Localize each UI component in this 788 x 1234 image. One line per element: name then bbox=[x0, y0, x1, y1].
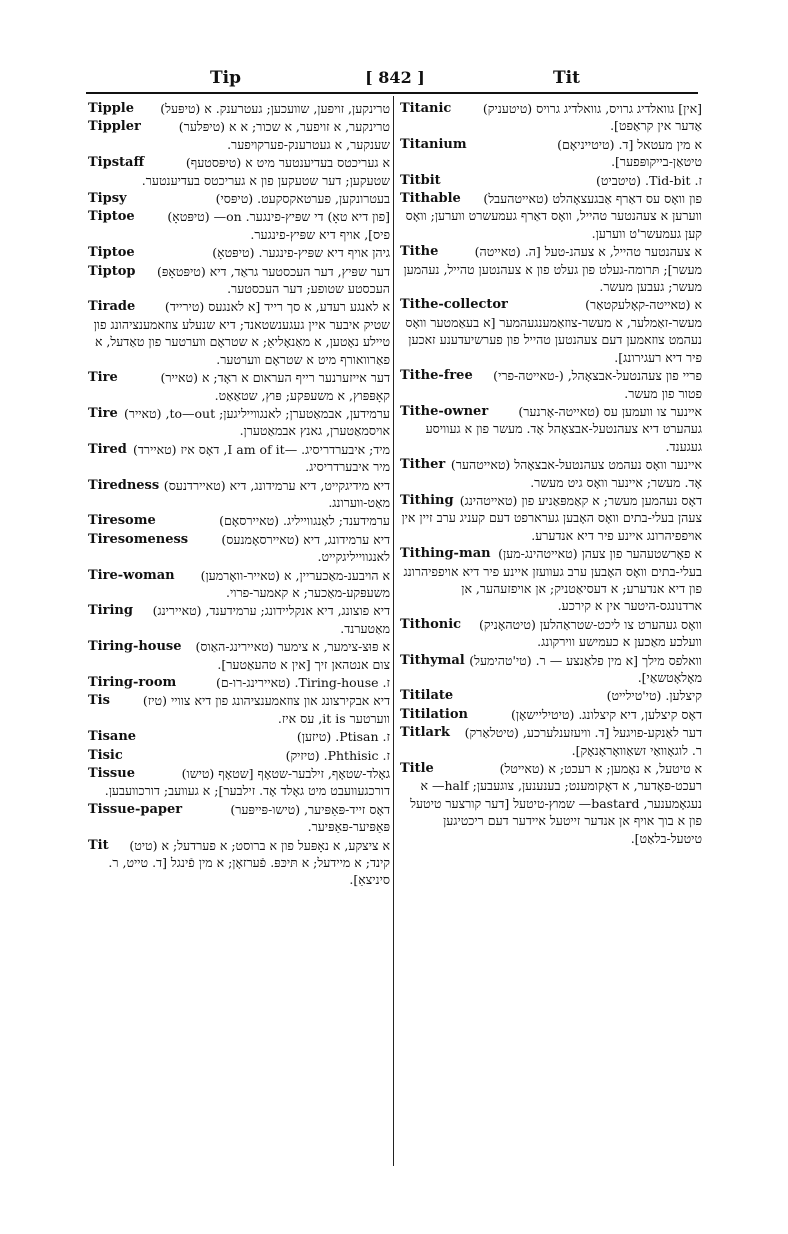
entry-definition: .Tiring-house .ז bbox=[294, 675, 390, 690]
entry-pronunciation: (טאייטל) bbox=[499, 761, 545, 777]
entry-pronunciation: (טיטהאָניק) bbox=[478, 616, 536, 632]
entry-definition: טרינקער, א זויפער, א שכור; א שענקער, א געטרענק-פערקויפער. bbox=[227, 119, 390, 152]
dictionary-entry bbox=[88, 208, 390, 243]
entry-pronunciation: (טאייטהינג-מען) bbox=[498, 546, 578, 562]
dictionary-entry bbox=[88, 531, 390, 566]
entry-definition: ערמידען, אבמאַטערן; לאנגווייליגען; to—out, אויסמאַטערן, גאנץ אבמאַטערן. bbox=[165, 405, 390, 439]
entry-pronunciation: (טאייר) bbox=[160, 370, 198, 386]
entry-pronunciation: (טירייד) bbox=[164, 299, 205, 315]
entry-pronunciation: (טיזען) bbox=[296, 729, 332, 745]
dictionary-entry bbox=[88, 747, 390, 764]
dictionary-entry bbox=[88, 369, 390, 404]
entry-pronunciation: (טאייטה-קאָלעקטאַר) bbox=[585, 297, 691, 313]
dictionary-entry bbox=[88, 244, 390, 261]
page-header bbox=[210, 68, 580, 94]
entry-definition: טרינקען, זויפען, שוועכען; געטרענק. bbox=[215, 101, 390, 116]
entry-headword: Tithymal bbox=[400, 652, 465, 668]
entry-definition: פריי פון צעהנטעל-אבצאָהל, פטור פון מעשר. bbox=[567, 368, 702, 401]
entry-definition: [אין] גוואלדיג גרויס, גוואלדיג גרויס אַדער אין קראַפט]. bbox=[536, 101, 702, 134]
entry-pronunciation: (טיפּעל) א bbox=[160, 101, 212, 116]
entry-headword: Titanium bbox=[400, 136, 467, 152]
entry-pronunciation: (טישו-פּייפּער) bbox=[230, 801, 301, 817]
dictionary-entry bbox=[88, 692, 390, 727]
entry-pronunciation: (טיטביט) bbox=[595, 172, 641, 188]
entry-pronunciation: (טאייטה-אָרנער) bbox=[518, 403, 600, 419]
entry-definition: דיא מידיגקייט, דיא ערמידונג, דיא מאַט-ווערונג. bbox=[229, 477, 390, 510]
entry-headword: Tissue-paper bbox=[88, 801, 183, 817]
entry-pronunciation: (טיטעניק) bbox=[482, 101, 533, 116]
entry-definition: א לאנגע רעדע, א סך רייד [א לאנגעס שטיק איבער איין געגענשטאנד; דיא שנעלע צוזאמענציהונג פון טיילע נאָטען, א מאַנאָליאַ; א שטראָם ווערטער פון טאַדעל, א פאַרוואורף מיט א שטראָם ווערטער. bbox=[93, 299, 390, 367]
entry-definition: דיא אבקירצונג און צוזאמענציהונג פון דיא צוויי ווערטער it is, עס איז. bbox=[170, 693, 390, 726]
entry-definition: דער לאַנקע-פויגעל [ד. וויעזענלערכע, ר. לוגאָוואַי זשאַוואָראָנאָק]. bbox=[522, 725, 702, 758]
entry-headword: Tipstaff bbox=[88, 155, 145, 171]
dictionary-entry bbox=[88, 298, 390, 368]
entry-headword: Tiptop bbox=[88, 263, 136, 279]
entry-pronunciation: (טאייטה) bbox=[474, 244, 521, 260]
entry-definition: מיד; איבערדריסיג. —I am of it, דאָס איז מיר איבערדריסיג. bbox=[180, 441, 390, 475]
dictionary-entry bbox=[400, 172, 702, 189]
entry-headword: Tiresome bbox=[88, 513, 156, 529]
entry-headword: Tire bbox=[88, 405, 118, 421]
entry-headword: Tiresomeness bbox=[88, 531, 189, 547]
entry-definition: דאָס נעהמען מעשר; א קאַמפּאַניע פון צעהן בעלי-בתים וואָס האָבען גערארפט דעם קעניג ערב זיין אין אויפפיהרונג איינע פיר דיא אנדערע. bbox=[401, 492, 702, 543]
right-column bbox=[400, 100, 702, 1170]
dictionary-entry bbox=[400, 760, 702, 847]
dictionary-entry bbox=[400, 136, 702, 171]
dictionary-entry bbox=[88, 512, 390, 529]
dictionary-entry bbox=[400, 652, 702, 687]
entry-definition: בעטרונקען, פערטאקסקעט. bbox=[257, 191, 390, 207]
entry-pronunciation: (טאיירדנעס) bbox=[163, 477, 226, 493]
entry-definition: א מין מעטאל [ד. טיטאַן-בייקופּפער]. bbox=[611, 136, 702, 170]
header-rule bbox=[86, 92, 698, 94]
dictionary-entry bbox=[400, 616, 702, 651]
entry-pronunciation: (טאייטהעבל) bbox=[483, 191, 549, 207]
dictionary-entry bbox=[400, 706, 702, 723]
dictionary-entry bbox=[400, 367, 702, 402]
dictionary-entry bbox=[88, 602, 390, 637]
entry-pronunciation: (טאייטה-פרי-) bbox=[493, 368, 564, 384]
entry-pronunciation: (טאייטהינג) bbox=[459, 492, 518, 508]
entry-definition: וואָס געהערט צו ליכט-שטראַהלען וועלכע מאַכען א כעמישע ווירקונג. bbox=[537, 616, 702, 650]
entry-pronunciation: (טיפּטאָפּ) bbox=[156, 263, 206, 279]
entry-definition: א טיטעל, א נאָמען; א רעכט; א רעכט-פאָדער, א דאָקומענט; בענענען, צוגעבען; half— א נעגאָמענער, bastard— שמוץ-טיטעל [דער קורצער טיטעל פון א בוך אויף אן אנדער זייטעל איידער דעם ריכטיגען טיטעל-בלאַט]. bbox=[410, 761, 702, 846]
dictionary-entry bbox=[88, 263, 390, 298]
entry-headword: Tithe bbox=[400, 244, 439, 260]
entry-definition: דיא ערמידונג, דיא לאנגווייליגקייט. bbox=[303, 531, 390, 565]
entry-headword: Tiring bbox=[88, 603, 133, 619]
entry-definition: א הויבענ-מאַכעריין, א משעפּקע-מאַכער; א קאמער-פרוי. bbox=[226, 567, 390, 600]
entry-headword: Titlark bbox=[400, 725, 450, 741]
entry-pronunciation: (טאיירינג-האַוס) bbox=[195, 639, 274, 655]
entry-headword: Tiring-house bbox=[88, 639, 182, 655]
dictionary-entry bbox=[88, 728, 390, 745]
entry-headword: Tiring-room bbox=[88, 675, 177, 690]
entry-headword: Tiredness bbox=[88, 477, 160, 493]
entry-pronunciation: (טישו) bbox=[181, 766, 215, 782]
entry-pronunciation: (טיטייניאָם) bbox=[557, 136, 615, 152]
entry-definition: א ציצקע, א נאָפּעל פון א ברוסט; א פערדעל; א קינד; א מיידעל; א תּיכּפּ. פֿערזאָן; א מין פֿינגל [ד. טייט, ר. סיניצאַ]. bbox=[108, 837, 390, 888]
dictionary-entry bbox=[88, 154, 390, 189]
entry-pronunciation: (טיט) bbox=[129, 837, 158, 853]
entry-pronunciation: (טיזיק) bbox=[285, 747, 320, 763]
entry-pronunciation: (טאיירסאָמנעס) bbox=[221, 531, 300, 547]
entry-definition: ערמידענד; לאַנגווייליג. bbox=[283, 513, 390, 529]
dictionary-entry bbox=[88, 765, 390, 800]
dictionary-entry bbox=[400, 100, 702, 135]
entry-definition: איינער צו וועמען עס געהערט דיא צעהנטעל-אבצאָהל אָד. מעשר פון א געוויסע געגענד. bbox=[425, 403, 702, 454]
entry-headword: Tithonic bbox=[400, 616, 462, 632]
dictionary-entry bbox=[88, 567, 390, 602]
entry-definition: א געריכטס בעדיענטער מיט א שטעקען; דער שטעקען פון א געריכטס בעדיענטער. bbox=[141, 155, 390, 188]
dictionary-entry bbox=[400, 190, 702, 242]
entry-headword: Tit bbox=[88, 837, 109, 853]
entry-headword: Tithing-man bbox=[400, 546, 491, 562]
entry-definition: .Tid-bit .ז bbox=[644, 172, 702, 188]
entry-headword: Titilate bbox=[400, 688, 454, 704]
dictionary-entry bbox=[400, 243, 702, 295]
entry-headword: Tisane bbox=[88, 729, 137, 745]
dictionary-entry bbox=[88, 190, 390, 207]
entry-headword: Titilation bbox=[400, 706, 468, 722]
dictionary-entry bbox=[88, 837, 390, 889]
entry-headword: Tis bbox=[88, 693, 110, 709]
entry-pronunciation: (טאיירינג-רו-ם) bbox=[215, 675, 291, 690]
entry-definition: קיצלען. bbox=[665, 688, 702, 704]
entry-definition: דיא פוצונג, דיא אנקליידונג; ערמידענד, מאַטערנד. bbox=[205, 603, 390, 636]
entry-definition: גאָלד-שטאָף, זילבער-שטאָף [שטאָף דורכגעוועבט מיט גאָלד אָד. זילבער]; א געוועב; דורכוועבען. bbox=[104, 766, 390, 799]
entry-definition: .Ptisan .ז bbox=[335, 729, 390, 745]
dictionary-entry bbox=[88, 118, 390, 153]
dictionary-entry bbox=[400, 492, 702, 544]
entry-pronunciation: (טיפּטאָ) bbox=[212, 245, 255, 261]
entry-pronunciation: (טאיירד) bbox=[133, 441, 177, 457]
entry-pronunciation: (טיפּסטעף) bbox=[185, 155, 242, 171]
entry-headword: Tisic bbox=[88, 747, 123, 763]
entry-headword: Tithe-owner bbox=[400, 403, 489, 419]
entry-headword: Tipsy bbox=[88, 191, 127, 207]
entry-definition: דער אייזערנער רייף העראום א ראָד; א קאָפּפּוץ, א משעפּקע; פּוץ, שטאַאַט. bbox=[201, 370, 390, 403]
page-number: [ 842 ] bbox=[365, 68, 425, 87]
dictionary-entry bbox=[400, 545, 702, 615]
entry-definition: .Phthisic .ז bbox=[323, 747, 390, 763]
entry-headword: Tissue bbox=[88, 766, 135, 782]
entry-headword: Tithe-collector bbox=[400, 297, 508, 313]
entry-headword: Tithing bbox=[400, 492, 454, 508]
entry-pronunciation: (טיטיליישאָן) bbox=[510, 706, 575, 722]
entry-headword: Tippler bbox=[88, 119, 141, 135]
entry-definition: וואלפס מילך [א מין פלאַנצע — ר. מאָלאָטשאַי]. bbox=[535, 652, 702, 685]
entry-definition: א פאָרשטעהער פון צעהן בעלי-בתים וואָס האָבען ערב געוועזן איינע פיר דיא אויפפיהרונג פון דיא אנדערע; א דעסיאַטניק; אן אויפזעהער, אן ארדנונגס-היטער אין א קירכע. bbox=[403, 546, 702, 614]
entry-headword: Tiptoe bbox=[88, 245, 135, 261]
entry-pronunciation: (טי'טילייט) bbox=[606, 688, 662, 704]
dictionary-entry bbox=[88, 441, 390, 476]
header-left-guideword: Tip bbox=[210, 68, 241, 88]
entry-headword: Titbit bbox=[400, 172, 441, 188]
entry-pronunciation: (טיז) bbox=[142, 693, 167, 709]
dictionary-entry bbox=[88, 477, 390, 512]
entry-pronunciation: (טיפּלער) א bbox=[178, 119, 237, 135]
entry-definition: דער שפּיץ, דער העכסטער גראַד, דיא העכסטע שטופע; דער העכסטער. bbox=[209, 263, 390, 297]
entry-headword: Tire bbox=[88, 370, 118, 386]
entry-pronunciation: (טאיירינג) bbox=[152, 603, 202, 619]
entry-pronunciation: (טאייר) bbox=[123, 405, 162, 421]
dictionary-entry bbox=[400, 724, 702, 759]
entry-pronunciation: (טי'טהימעל) bbox=[469, 652, 532, 668]
entry-pronunciation: (טאייר-וואָרמען) bbox=[200, 567, 281, 583]
entry-headword: Titanic bbox=[400, 101, 452, 116]
entry-definition: פון וואָס עס דאַרף אַבגעצאָהלט ווערען א צעהנטער טהייל, וואָס דאַרף געמעשרט ווערען; וואָס קען געמעשר'ט ווערען. bbox=[405, 191, 702, 241]
dictionary-entry bbox=[88, 674, 390, 691]
entry-definition: גיהן אויף דיא שפּיץ-פינגער. bbox=[258, 245, 390, 261]
dictionary-entry bbox=[400, 456, 702, 491]
entry-pronunciation: (טיטלאַרק) bbox=[464, 725, 519, 741]
entry-definition: א פּוּצ-צימער, א צימער צום אנטהאן זיך [אין א טהעאַטער]. bbox=[217, 639, 390, 672]
entry-definition: א צעהנטער טהייל, א צעהנ-טעל [ה. מעשר]; תּרומה-געלט פון געלט פון א צעהנטען טהייל, נעהמען מעשר; געבען מעשר. bbox=[403, 244, 702, 295]
entry-definition: איינער וואָס נעהמט צעהנטעל-אבצאָהל אָד. מעשר; איינער וואָס גיט מעשר. bbox=[514, 457, 702, 490]
entry-definition: א מעשר-זאַמלער, א מעשר-צוזאַמענגעהמער [א בעאַמטער וואָס נעהמט צוזאמען דעם צעהנטען טהייל פון פערשיעדענע זאכען פיר דיא רעגירונג]. bbox=[405, 297, 702, 365]
entry-definition: [פון דיא טאָ) די שפּיץ-פינגער. on— פיס], אויף דיא שפּיץ-פינגער. bbox=[213, 209, 390, 242]
dictionary-entry bbox=[88, 638, 390, 673]
dictionary-entry bbox=[88, 100, 390, 117]
dictionary-entry bbox=[88, 801, 390, 836]
entry-pronunciation: (טיפּטאָ) bbox=[167, 209, 210, 225]
column-divider bbox=[393, 96, 394, 1166]
entry-definition: דאָס קיצלען, דיא קיצלונג. bbox=[578, 706, 702, 722]
header-right-guideword: Tit bbox=[553, 68, 580, 88]
entry-definition: דאָס זייד-פּאַפּיער, פּאַפּיער-פּאַפּיער. bbox=[304, 801, 390, 835]
entry-headword: Title bbox=[400, 761, 434, 777]
entry-headword: Tired bbox=[88, 441, 127, 457]
entry-headword: Tipple bbox=[88, 101, 135, 116]
dictionary-entry bbox=[400, 296, 702, 366]
entry-headword: Tire-woman bbox=[88, 567, 175, 583]
entry-pronunciation: (טיפּסי) bbox=[215, 191, 254, 207]
entry-headword: Tithe-free bbox=[400, 368, 473, 384]
entry-headword: Tither bbox=[400, 457, 446, 473]
entry-pronunciation: (טאיירסאָם) bbox=[219, 513, 280, 529]
entry-headword: Tirade bbox=[88, 299, 136, 315]
left-column bbox=[88, 100, 390, 1170]
entry-pronunciation: (טאייטהער) bbox=[450, 457, 511, 473]
dictionary-entry bbox=[400, 403, 702, 455]
entry-headword: Tiptoe bbox=[88, 209, 135, 225]
dictionary-entry bbox=[88, 405, 390, 440]
entry-headword: Tithable bbox=[400, 191, 461, 207]
dictionary-entry bbox=[400, 687, 702, 704]
